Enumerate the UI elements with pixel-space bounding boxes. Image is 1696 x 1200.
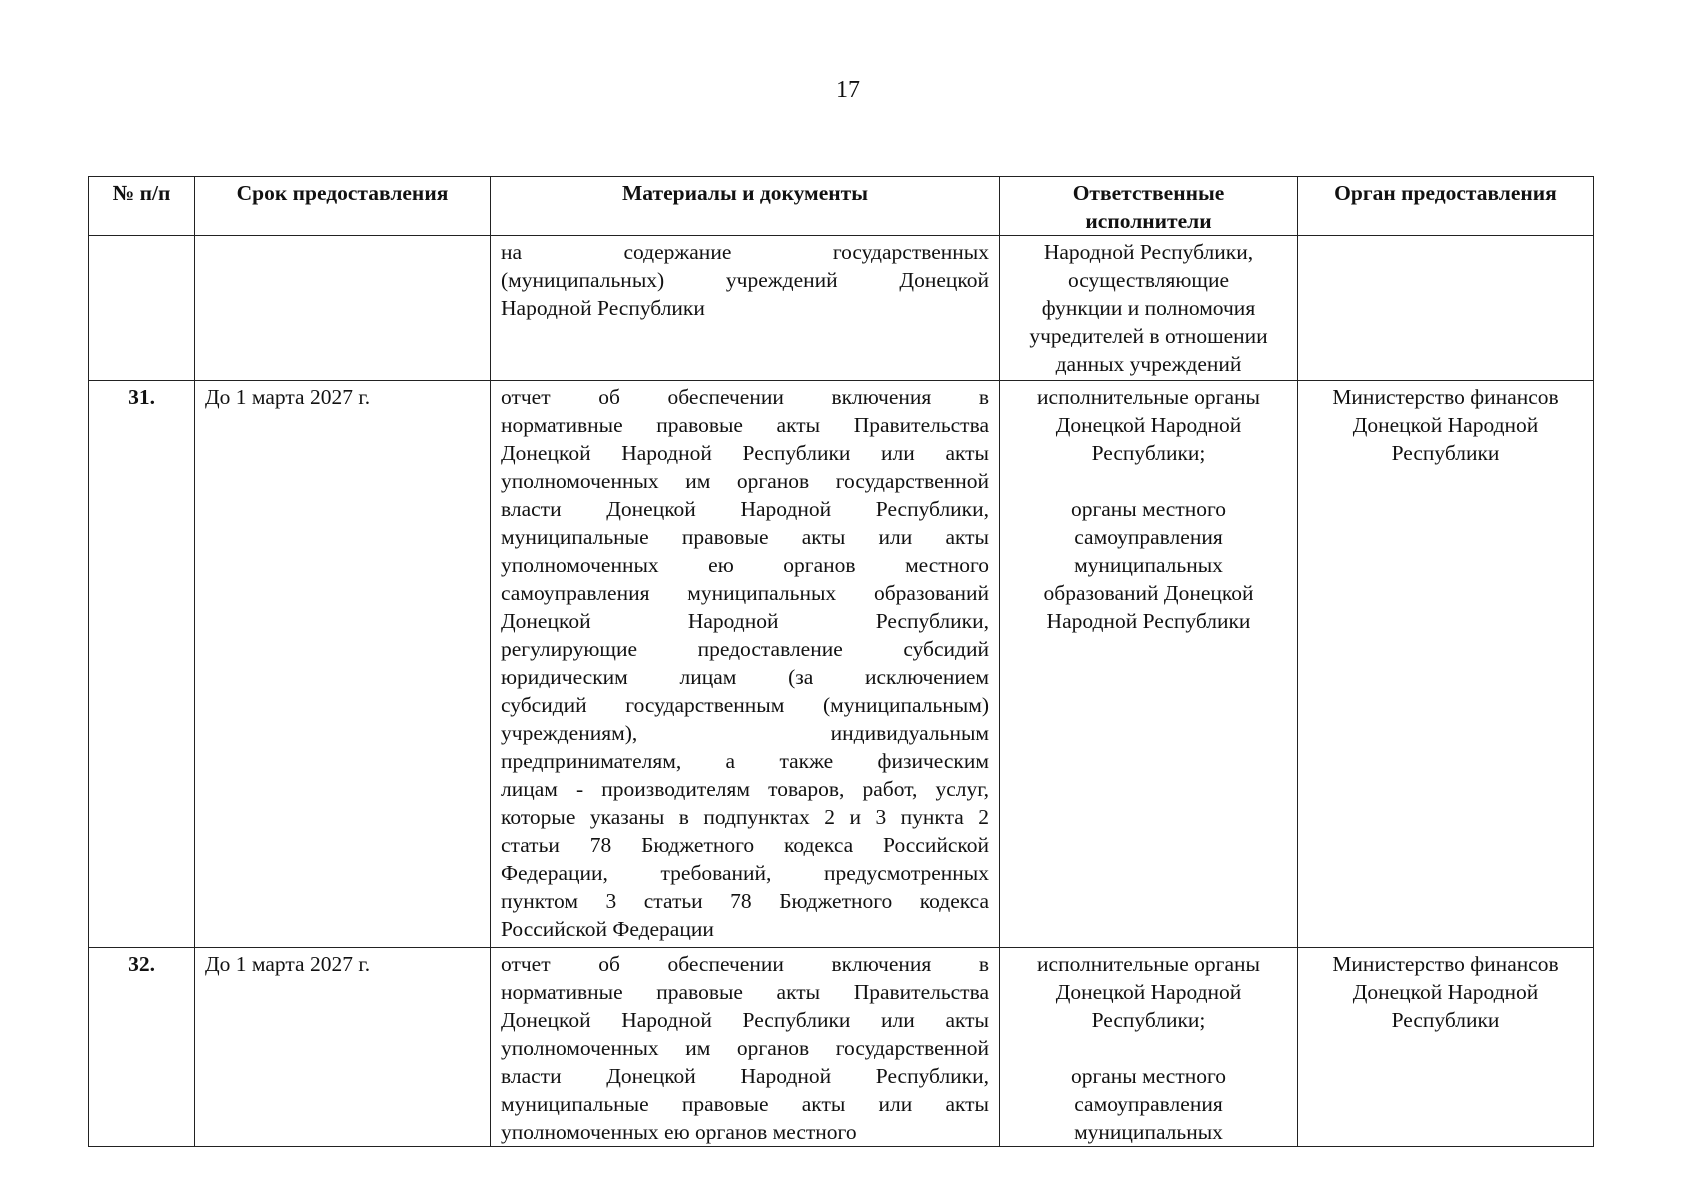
cell-line: Республики;: [1091, 1008, 1206, 1032]
cell-num: [89, 236, 195, 381]
cell-line: исполнительные органы: [1037, 385, 1260, 409]
cell-line: Народной Республики: [501, 296, 705, 320]
cell-line: Республики: [1391, 441, 1500, 465]
cell-line: (муниципальных) учреждений Донецкой: [501, 268, 989, 292]
cell-line: функции и полномочия: [1041, 296, 1256, 320]
cell-line: статьи 78 Бюджетного кодекса Российской: [501, 833, 989, 857]
cell-gap: [1010, 1034, 1287, 1062]
cell-materials: [491, 948, 1000, 1147]
cell-line: органы местного: [1070, 497, 1227, 521]
cell-line: Министерство финансов: [1332, 952, 1559, 976]
cell-executors: [1000, 948, 1298, 1147]
cell-num: 31.: [89, 381, 195, 948]
cell-line: муниципальные правовые акты или акты: [501, 1092, 989, 1116]
cell-line: Донецкой Народной: [1352, 413, 1539, 437]
cell-organ: [1298, 381, 1594, 948]
header-organ: Орган предоставления: [1298, 177, 1594, 236]
cell-line: Министерство финансов: [1332, 385, 1559, 409]
cell-line: отчет об обеспечении включения в: [501, 952, 989, 976]
cell-line: исполнительные органы: [1037, 952, 1260, 976]
cell-line: предпринимателям, а также физическим: [501, 749, 989, 773]
cell-line: образований Донецкой: [1043, 581, 1254, 605]
cell-line: самоуправления: [1074, 525, 1223, 549]
table-row: [89, 948, 1594, 1147]
cell-line: органы местного: [1070, 1064, 1227, 1088]
header-term: Срок предоставления: [195, 177, 491, 236]
cell-line: данных учреждений: [1055, 352, 1242, 376]
cell-line: Донецкой Народной: [1055, 413, 1242, 437]
cell-num: 32.: [89, 948, 195, 1147]
cell-line: регулирующие предоставление субсидий: [501, 637, 989, 661]
cell-line: Донецкой Народной: [1352, 980, 1539, 1004]
cell-line: учреждениям), индивидуальным: [501, 721, 989, 745]
cell-line: уполномоченных им органов государственной: [501, 1036, 989, 1060]
cell-gap: [1010, 467, 1287, 495]
cell-term: [195, 236, 491, 381]
cell-line: лицам - производителям товаров, работ, услуг,: [501, 777, 989, 801]
cell-line: Донецкой Народной Республики или акты: [501, 441, 989, 465]
table-row: [89, 236, 1594, 381]
cell-line: нормативные правовые акты Правительства: [501, 980, 989, 1004]
page-number: 17: [836, 77, 860, 103]
cell-line: нормативные правовые акты Правительства: [501, 413, 989, 437]
cell-line: на содержание государственных: [501, 240, 989, 264]
cell-materials: [491, 381, 1000, 948]
cell-line: уполномоченных ею органов местного: [501, 1120, 857, 1144]
cell-line: муниципальных: [1074, 553, 1223, 577]
header-num: № п/п: [89, 177, 195, 236]
cell-line: юридическим лицам (за исключением: [501, 665, 989, 689]
cell-executors: [1000, 381, 1298, 948]
cell-line: Донецкой Народной Республики,: [501, 609, 989, 633]
cell-line: уполномоченных им органов государственной: [501, 469, 989, 493]
cell-line: власти Донецкой Народной Республики,: [501, 497, 989, 521]
cell-line: Федерации, требований, предусмотренных: [501, 861, 989, 885]
cell-organ: [1298, 236, 1594, 381]
cell-line: Донецкой Народной Республики или акты: [501, 1008, 989, 1032]
cell-line: учредителей в отношении: [1029, 324, 1268, 348]
cell-term: До 1 марта 2027 г.: [195, 381, 491, 948]
cell-materials: [491, 236, 1000, 381]
cell-line: Народной Республики: [1046, 609, 1251, 633]
table-row: [89, 381, 1594, 948]
cell-line: самоуправления: [1074, 1092, 1223, 1116]
cell-term: До 1 марта 2027 г.: [195, 948, 491, 1147]
cell-line: пунктом 3 статьи 78 Бюджетного кодекса: [501, 889, 989, 913]
cell-executors: [1000, 236, 1298, 381]
cell-line: которые указаны в подпунктах 2 и 3 пункта 2: [501, 805, 989, 829]
cell-organ: [1298, 948, 1594, 1147]
cell-line: Донецкой Народной: [1055, 980, 1242, 1004]
cell-line: субсидий государственным (муниципальным): [501, 693, 989, 717]
cell-line: Народной Республики,: [1043, 240, 1254, 264]
cell-line: самоуправления муниципальных образований: [501, 581, 989, 605]
header-executors: Ответственные исполнители: [1000, 177, 1298, 236]
cell-line: осуществляющие: [1067, 268, 1230, 292]
cell-line: Российской Федерации: [501, 917, 714, 941]
cell-line: Республики;: [1091, 441, 1206, 465]
cell-line: муниципальных: [1074, 1120, 1223, 1144]
cell-line: власти Донецкой Народной Республики,: [501, 1064, 989, 1088]
header-materials: Материалы и документы: [491, 177, 1000, 236]
cell-line: муниципальные правовые акты или акты: [501, 525, 989, 549]
cell-line: отчет об обеспечении включения в: [501, 385, 989, 409]
cell-line: Республики: [1391, 1008, 1500, 1032]
plan-table: [88, 176, 1594, 1147]
table-header-row: [89, 177, 1594, 236]
cell-line: уполномоченных ею органов местного: [501, 553, 989, 577]
